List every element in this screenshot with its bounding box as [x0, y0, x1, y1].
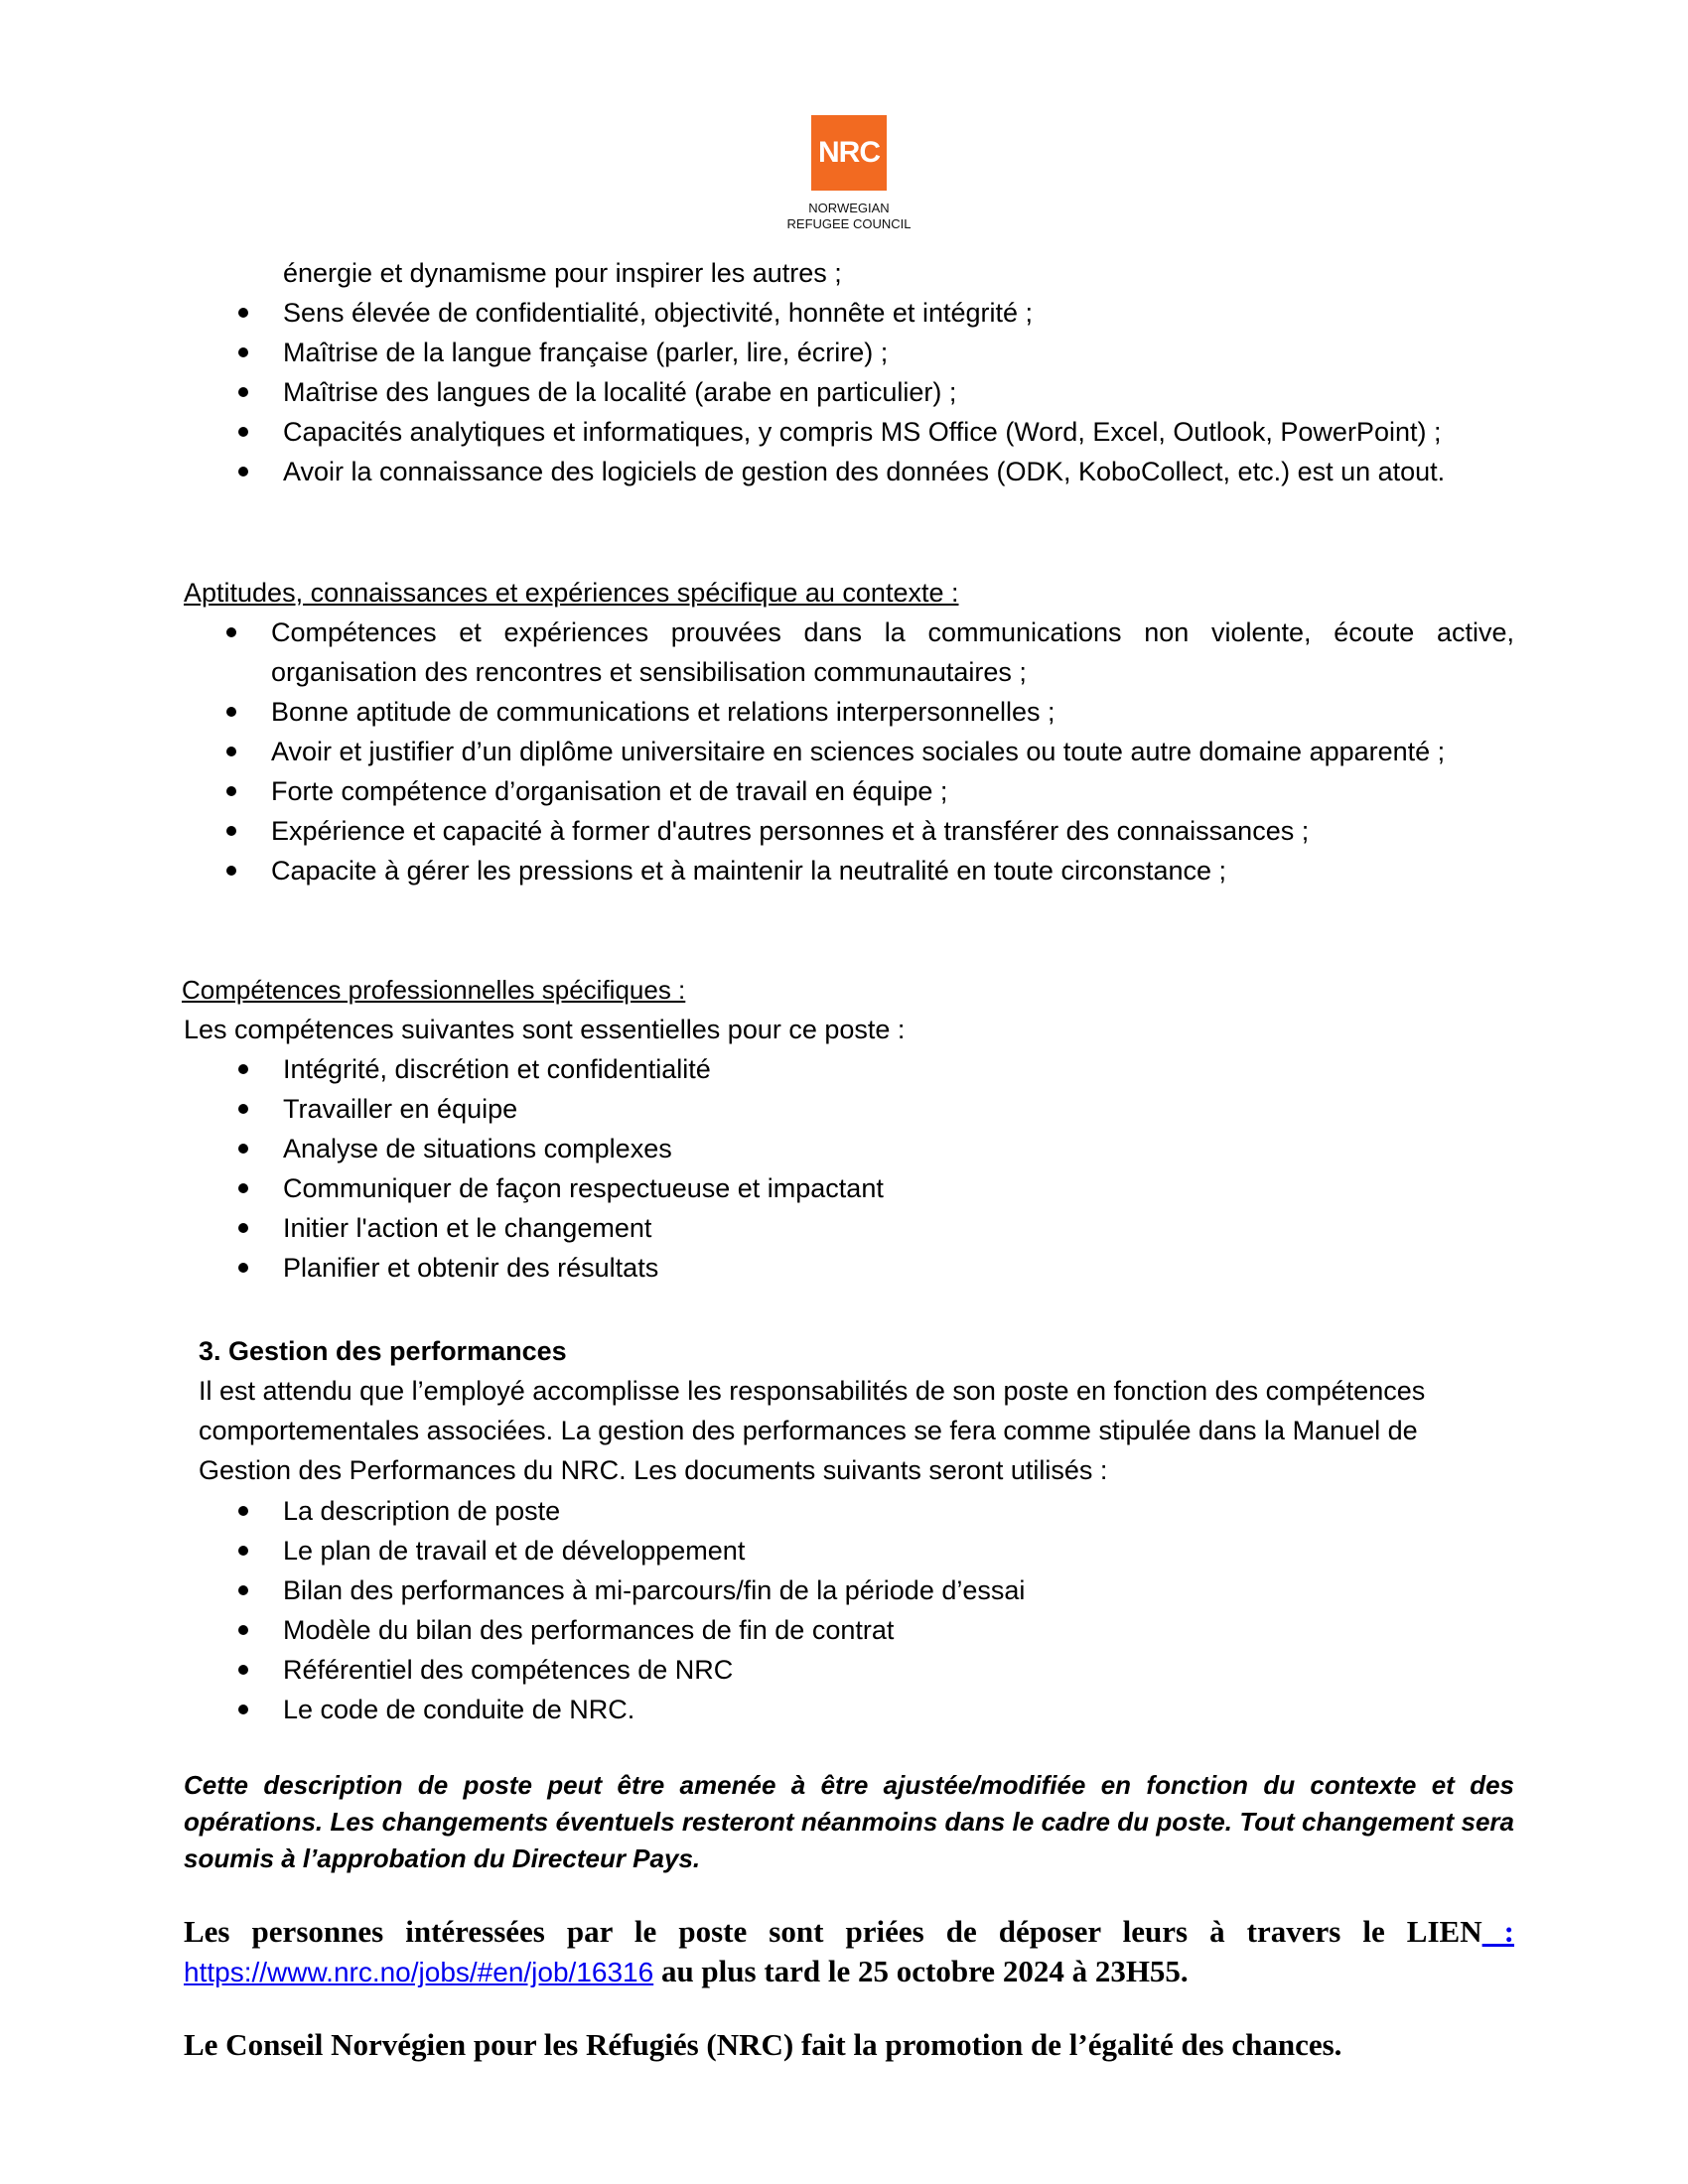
list-item: Forte compétence d’organisation et de travail en équipe ;: [271, 771, 1514, 811]
nrc-logo-text: [779, 201, 918, 232]
apply-text: Les personnes intéressées par le poste sont priées de déposer leurs à travers le LIEN: [184, 1914, 1482, 1949]
list-item: Modèle du bilan des performances de fin de contrat: [283, 1610, 1025, 1650]
list-item: Maîtrise des langues de la localité (arabe en particulier) ;: [283, 372, 1514, 412]
list-item: Expérience et capacité à former d'autres personnes et à transférer des connaissances ;: [271, 811, 1514, 851]
list-item: Avoir et justifier d’un diplôme universitaire en sciences sociales ou toute autre domaine apparenté ;: [271, 732, 1514, 771]
performance-paragraph: Il est attendu que l’employé accomplisse les responsabilités de son poste en fonction des compétences comportementales associées. La gestion des performances se fera comme stipulée dans la Manuel de Gestion des Performances du NRC. Les documents suivants seront utilisés :: [199, 1376, 1426, 1485]
nrc-logo: [779, 115, 918, 232]
context-skills-heading: Aptitudes, connaissances et expériences spécifique au contexte :: [184, 578, 959, 608]
list-item: Analyse de situations complexes: [283, 1129, 884, 1168]
list-item: Initier l'action et le changement: [283, 1208, 884, 1248]
nrc-logo-mark: NRC: [811, 115, 887, 191]
apply-colon: :: [1481, 1914, 1515, 1949]
continuation-line: énergie et dynamisme pour inspirer les autres ;: [283, 258, 842, 288]
list-item: Intégrité, discrétion et confidentialité: [283, 1049, 884, 1089]
apply-deadline: au plus tard le 25 octobre 2024 à 23H55.: [653, 1954, 1189, 1988]
list-item: Compétences et expériences prouvées dans la communications non violente, écoute active, organisation des rencontres et sensibilisation communautaires ;: [271, 613, 1514, 692]
list-item: Référentiel des compétences de NRC: [283, 1650, 1025, 1690]
list-item: Sens élevée de confidentialité, objectivité, honnête et intégrité ;: [283, 293, 1514, 333]
context-skills-list: [271, 613, 1514, 890]
list-item: La description de poste: [283, 1491, 1025, 1531]
logo-line-1: NORWEGIAN: [808, 201, 890, 215]
list-item: Avoir la connaissance des logiciels de gestion des données (ODK, KoboCollect, etc.) est un atout.: [283, 452, 1514, 491]
performance-heading: 3. Gestion des performances: [199, 1336, 567, 1366]
list-item: Planifier et obtenir des résultats: [283, 1248, 884, 1288]
performance-documents-list: [283, 1491, 1025, 1729]
equal-opportunity-statement: Le Conseil Norvégien pour les Réfugiés (NRC) fait la promotion de l’égalité des chances.: [184, 2027, 1342, 2062]
professional-skills-list: [283, 1049, 884, 1288]
application-instructions: [184, 1912, 1514, 1992]
list-item: Bonne aptitude de communications et relations interpersonnelles ;: [271, 692, 1514, 732]
professional-skills-heading: Compétences professionnelles spécifiques :: [182, 975, 686, 1005]
list-item: Maîtrise de la langue française (parler, lire, écrire) ;: [283, 333, 1514, 372]
list-item: Bilan des performances à mi-parcours/fin de la période d’essai: [283, 1570, 1025, 1610]
adjustment-note: Cette description de poste peut être amenée à être ajustée/modifiée en fonction du contexte et des opérations. Les changements éventuels resteront néanmoins dans le cadre du poste. Tout changement sera soumis à l’approbation du Directeur Pays.: [184, 1770, 1514, 1873]
logo-line-2: REFUGEE COUNCIL: [786, 216, 912, 231]
list-item: Le code de conduite de NRC.: [283, 1690, 1025, 1729]
list-item: Communiquer de façon respectueuse et impactant: [283, 1168, 884, 1208]
list-item: Capacite à gérer les pressions et à maintenir la neutralité en toute circonstance ;: [271, 851, 1514, 890]
list-item: Capacités analytiques et informatiques, y compris MS Office (Word, Excel, Outlook, PowerPoint) ;: [283, 412, 1514, 452]
list-item: Le plan de travail et de développement: [283, 1531, 1025, 1570]
application-link[interactable]: https://www.nrc.no/jobs/#en/job/16316: [184, 1957, 654, 1987]
professional-skills-intro: Les compétences suivantes sont essentielles pour ce poste :: [184, 1015, 906, 1044]
list-item: Travailler en équipe: [283, 1089, 884, 1129]
qualifications-list: [283, 293, 1514, 491]
